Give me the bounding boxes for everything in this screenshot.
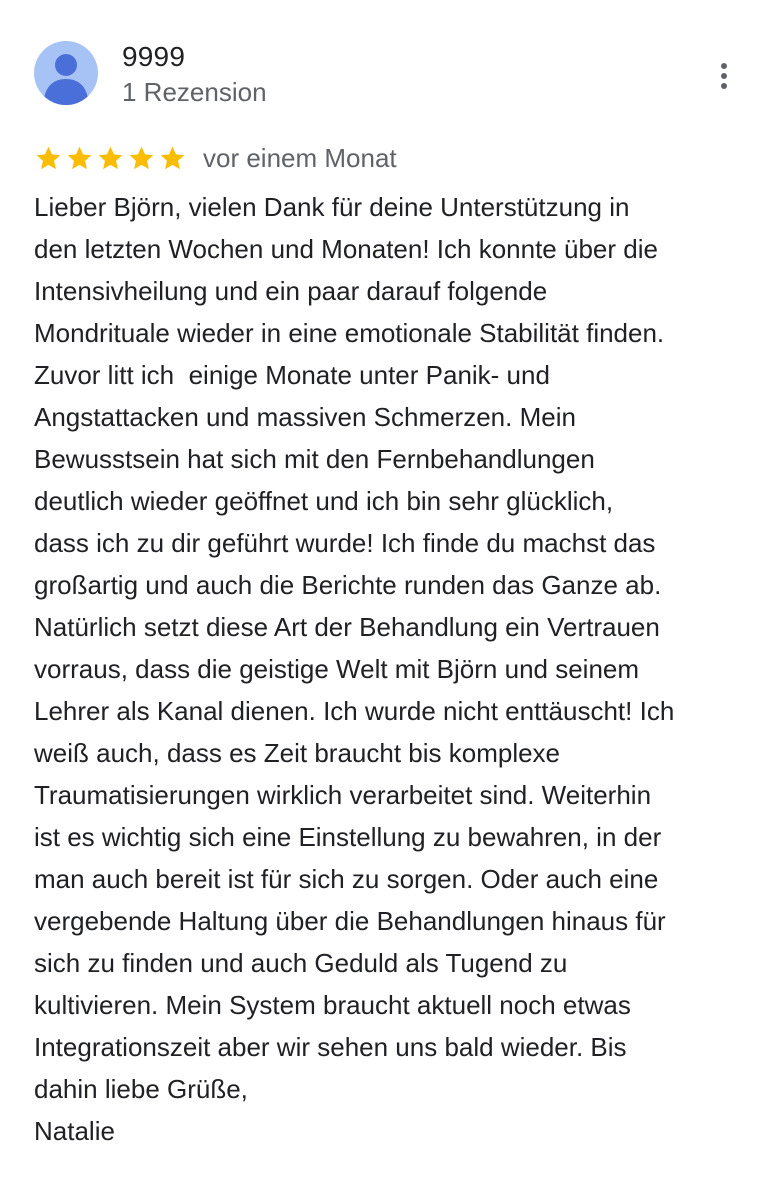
review-text-line: deutlich wieder geöffnet und ich bin sehr glücklich, — [34, 486, 614, 516]
review-text-line: Integrationszeit aber wir sehen uns bald wieder. Bis — [34, 1032, 627, 1062]
review-text-line: Traumatisierungen wirklich verarbeitet sind. Weiterhin — [34, 780, 652, 810]
star-rating — [34, 144, 187, 173]
avatar[interactable] — [34, 41, 98, 105]
review-text-line: man auch bereit ist für sich zu sorgen. Oder auch eine — [34, 864, 659, 894]
review-text-line: vorraus, dass die geistige Welt mit Björn und seinem — [34, 654, 640, 684]
review-text — [34, 186, 754, 1152]
review-text-line: den letzten Wochen und Monaten! Ich konnte über die — [34, 234, 658, 264]
review-text-line: Mondrituale wieder in eine emotionale Stabilität finden. — [34, 318, 665, 348]
review-text-line: Natalie — [34, 1116, 115, 1146]
review-text-line: Natürlich setzt diese Art der Behandlung ein Vertrauen — [34, 612, 660, 642]
more-options-button[interactable] — [708, 58, 740, 94]
review-text-line: Intensivheilung und ein paar darauf folgende — [34, 276, 548, 306]
review-text-line: weiß auch, dass es Zeit braucht bis komplexe — [34, 738, 561, 768]
more-vert-icon — [720, 62, 728, 90]
review-text-line: Lehrer als Kanal dienen. Ich wurde nicht enttäuscht! Ich — [34, 696, 675, 726]
star-icon — [96, 144, 125, 173]
review-text-line: sich zu finden und auch Geduld als Tugend zu — [34, 948, 568, 978]
review-text-line: Zuvor litt ich einige Monate unter Panik- und — [34, 360, 550, 390]
author-review-count: 1 Rezension — [122, 77, 267, 107]
person-icon — [34, 41, 98, 105]
review-text-line: dass ich zu dir geführt wurde! Ich finde du machst das — [34, 528, 656, 558]
star-icon — [127, 144, 156, 173]
star-icon — [34, 144, 63, 173]
review-text-line: Angstattacken und massiven Schmerzen. Mein — [34, 402, 576, 432]
star-icon — [158, 144, 187, 173]
review-text-line: vergebende Haltung über die Behandlungen hinaus für — [34, 906, 666, 936]
review-text-line: Lieber Björn, vielen Dank für deine Unterstützung in — [34, 192, 630, 222]
review-text-line: großartig und auch die Berichte runden das Ganze ab. — [34, 570, 662, 600]
star-icon — [65, 144, 94, 173]
author-name[interactable]: 9999 — [122, 41, 186, 72]
review-text-line: ist es wichtig sich eine Einstellung zu bewahren, in der — [34, 822, 662, 852]
review-text-line: Bewusstsein hat sich mit den Fernbehandlungen — [34, 444, 595, 474]
review-text-line: kultivieren. Mein System braucht aktuell noch etwas — [34, 990, 631, 1020]
review-date: vor einem Monat — [203, 143, 397, 173]
review-text-line: dahin liebe Grüße, — [34, 1074, 248, 1104]
rating-row — [34, 140, 397, 176]
